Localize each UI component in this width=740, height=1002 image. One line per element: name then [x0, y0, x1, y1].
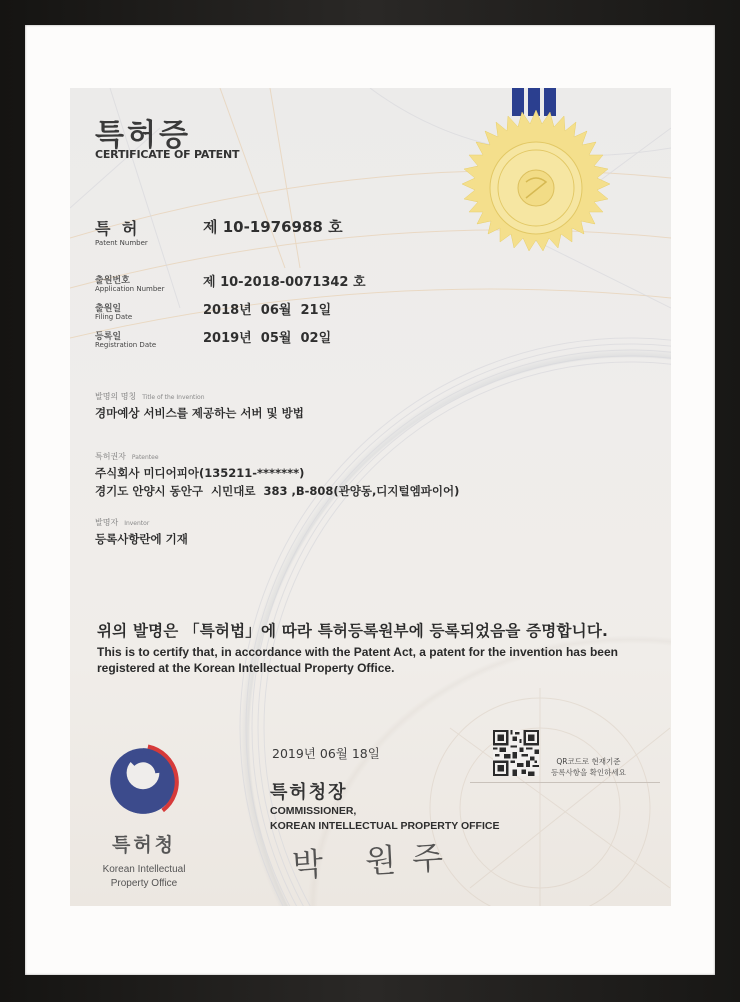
- patent-certificate: [70, 88, 671, 906]
- kipo-name-en-line1: Korean Intellectual: [102, 864, 186, 875]
- kipo-name-en: [82, 863, 206, 891]
- certificate-title-en: CERTIFICATE OF PATENT: [95, 148, 240, 161]
- patentee-label: [95, 451, 159, 462]
- patentee-name: 주식회사 미디어피아(135211-*******): [95, 466, 305, 480]
- inventor-label-ko: 발명자: [95, 518, 119, 527]
- registration-date-value: 2019년 05월 02일: [203, 331, 332, 346]
- commissioner-en-line1: COMMISSIONER,: [270, 805, 357, 817]
- filing-date-value: 2018년 06월 21일: [203, 303, 332, 318]
- gold-seal-icon: [458, 88, 618, 268]
- application-number-label: 출원번호: [95, 276, 130, 286]
- inventor-label-en: Inventor: [124, 520, 150, 527]
- invention-title-label-ko: 발명의 명칭: [95, 392, 137, 401]
- qr-instructions-line1: QR코드로 현재기준: [556, 757, 621, 766]
- invention-title-value: 경마예상 서비스를 제공하는 서버 및 방법: [95, 406, 304, 420]
- issue-date: 2019년 06월 18일: [272, 746, 380, 761]
- commissioner-signature: 박 원주: [291, 837, 460, 885]
- filing-date-label-en: Filing Date: [95, 313, 133, 321]
- qr-instructions-line2: 등록사항을 확인하세요: [551, 768, 626, 777]
- patent-number-value: 제 10-1976988 호: [203, 218, 343, 236]
- application-number-value: 제 10-2018-0071342 호: [203, 275, 366, 290]
- commissioner-title-ko: 특허청장: [270, 782, 348, 803]
- commissioner-title-en: [270, 804, 499, 834]
- certification-statement-en: This is to certify that, in accordance with the Patent Act, a patent for the invention has been registered at the Korean Intellectual Property Office.: [97, 645, 618, 675]
- certification-statement-ko: 위의 발명은 「특허법」에 따라 특허등록원부에 등록되었음을 증명합니다.: [97, 622, 609, 640]
- qr-code-icon[interactable]: [493, 730, 539, 776]
- patentee-label-ko: 특허권자: [95, 452, 126, 461]
- application-number-label-en: Application Number: [95, 285, 165, 293]
- inventor-label: [95, 517, 149, 528]
- patentee-label-en: Patentee: [131, 454, 159, 461]
- certificate-title: 특허증: [95, 118, 191, 153]
- qr-instructions: [551, 756, 626, 778]
- commissioner-en-line2: KOREAN INTELLECTUAL PROPERTY OFFICE: [270, 820, 500, 832]
- patentee-address: 경기도 안양시 동안구 시민대로 383 ,B-808(관양동,디지털엠파이어): [95, 484, 460, 498]
- inventor-value: 등록사항란에 기재: [95, 532, 188, 546]
- patent-number-label: 특 허: [95, 219, 141, 238]
- invention-title-label-en: Title of the Invention: [142, 394, 205, 401]
- kipo-taegeuk-logo-icon: [102, 740, 184, 822]
- kipo-name-en-line2: Property Office: [110, 878, 178, 889]
- patent-number-label-en: Patent Number: [95, 239, 148, 247]
- kipo-name-ko: 특허청: [111, 834, 177, 856]
- divider-line: [470, 782, 660, 783]
- registration-date-label: 등록일: [95, 332, 122, 342]
- invention-title-label: [95, 391, 205, 402]
- filing-date-label: 출원일: [95, 304, 122, 314]
- registration-date-label-en: Registration Date: [95, 341, 157, 349]
